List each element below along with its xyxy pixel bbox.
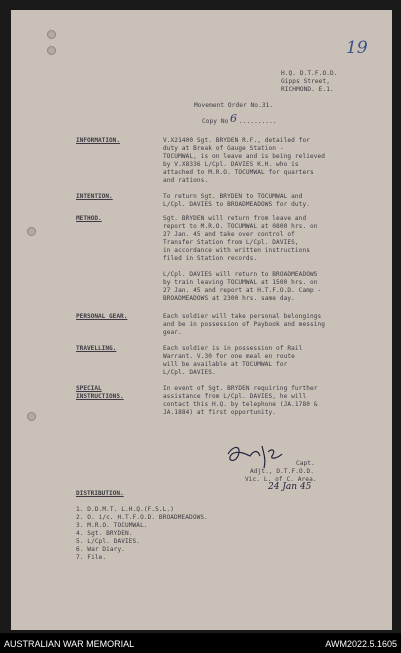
section-line: and rations.	[163, 177, 209, 184]
distribution-item: 4. Sgt. BRYDEN.	[76, 530, 133, 537]
section-line: 27 Jan. 45 and report at H.T.F.O.D. Camp -	[163, 287, 322, 294]
section-line: gear.	[163, 329, 182, 336]
header-line-1: H.Q. D.T.F.O.D.	[281, 70, 338, 77]
footer-bar	[0, 633, 401, 653]
section-line: L/Cpl. DAVIES.	[163, 369, 216, 376]
punch-hole	[47, 30, 56, 39]
section-line: Transfer Station from L/Cpl. DAVIES,	[163, 239, 299, 246]
section-line: L/Cpl. DAVIES will return to BROADMEADOWS	[163, 271, 318, 278]
distribution-item: 2. O. i/c. H.T.F.O.D. BROADMEADOWS.	[76, 514, 208, 521]
distribution-item: 3. M.R.O. TOCUMWAL.	[76, 522, 148, 529]
section-line: V.X21400 Sgt. BRYDEN R.F., detailed for	[163, 137, 310, 144]
handwritten-date: 24 Jan 45	[268, 482, 312, 492]
section-line: contact this H.Q. by telephone (JA.1780 &	[163, 401, 318, 408]
section-line: Each soldier is in possession of Rail	[163, 345, 303, 352]
section-label-intention: INTENTION.	[76, 193, 113, 200]
section-line: will be available at TOCUMWAL for	[163, 361, 288, 368]
order-title: Movement Order No.31.	[194, 102, 274, 109]
section-label-method: METHOD.	[76, 215, 102, 222]
section-line: assistance from L/Cpl. DAVIES, he will	[163, 393, 307, 400]
page-number: 19	[346, 38, 368, 58]
section-line: BROADMEADOWS at 2300 hrs. same day.	[163, 295, 295, 302]
section-line: 27 Jan. 45 and take over control of	[163, 231, 295, 238]
section-line: To return Sgt. BRYDEN to TOCUMWAL and	[163, 193, 303, 200]
punch-hole	[47, 46, 56, 55]
signature-title-1: Adjt., D.T.F.O.D.	[250, 468, 315, 475]
copy-dots: ..........	[239, 118, 277, 125]
header-line-3: RICHMOND. E.1.	[281, 86, 334, 93]
section-label-information: INFORMATION.	[76, 137, 121, 144]
section-label-travelling: TRAVELLING.	[76, 345, 117, 352]
section-line: Sgt. BRYDEN will return from leave and	[163, 215, 307, 222]
section-line: duty at Break of Gauge Station -	[163, 145, 284, 152]
section-line: TOCUMWAL, is on leave and is being relieved	[163, 153, 326, 160]
copy-number: 6	[230, 112, 237, 125]
section-line: in accordance with written instructions	[163, 247, 310, 254]
section-label-special: SPECIAL	[76, 385, 102, 392]
section-line: L/Cpl. DAVIES to BROADMEADOWS for duty.	[163, 201, 310, 208]
copy-label: Copy No	[202, 118, 229, 125]
section-label-instructions: INSTRUCTIONS.	[76, 393, 124, 400]
header-line-2: Gipps Street,	[281, 78, 330, 85]
section-line: and be in possession of Paybook and messing	[163, 321, 326, 328]
distribution-item: 1. D.D.M.T. L.H.Q.(F.S.L.)	[76, 506, 174, 513]
distribution-item: 5. L/Cpl. DAVIES.	[76, 538, 141, 545]
section-label-personal-gear: PERSONAL GEAR.	[76, 313, 128, 320]
section-line: attached to M.R.O. TOCUMWAL for quarters	[163, 169, 314, 176]
section-line: report to M.R.O. TOCUMWAL at 0800 hrs. on	[163, 223, 318, 230]
distribution-label: DISTRIBUTION.	[76, 490, 124, 497]
section-line: JA.1884) at first opportunity.	[163, 409, 277, 416]
section-line: by V.X8336 L/Cpl. DAVIES K.H. who is	[163, 161, 299, 168]
punch-hole	[27, 227, 36, 236]
section-line: Warrant. V.30 for one meal en route	[163, 353, 295, 360]
distribution-item: 6. War Diary.	[76, 546, 125, 553]
section-line: by train leaving TOCUMWAL at 1500 hrs. on	[163, 279, 318, 286]
footer-right-text: AWM2022.5.1605	[325, 639, 397, 649]
signature-title-2: Vic. L. of C. Area.	[245, 476, 317, 483]
punch-hole	[27, 412, 36, 421]
distribution-item: 7. File.	[76, 554, 107, 561]
section-line: In event of Sgt. BRYDEN requiring further	[163, 385, 318, 392]
signature-rank: Capt.	[296, 460, 315, 467]
section-line: filed in Station records.	[163, 255, 258, 262]
footer-left-text: AUSTRALIAN WAR MEMORIAL	[4, 639, 135, 649]
section-line: Each soldier will take personal belongings	[163, 313, 322, 320]
